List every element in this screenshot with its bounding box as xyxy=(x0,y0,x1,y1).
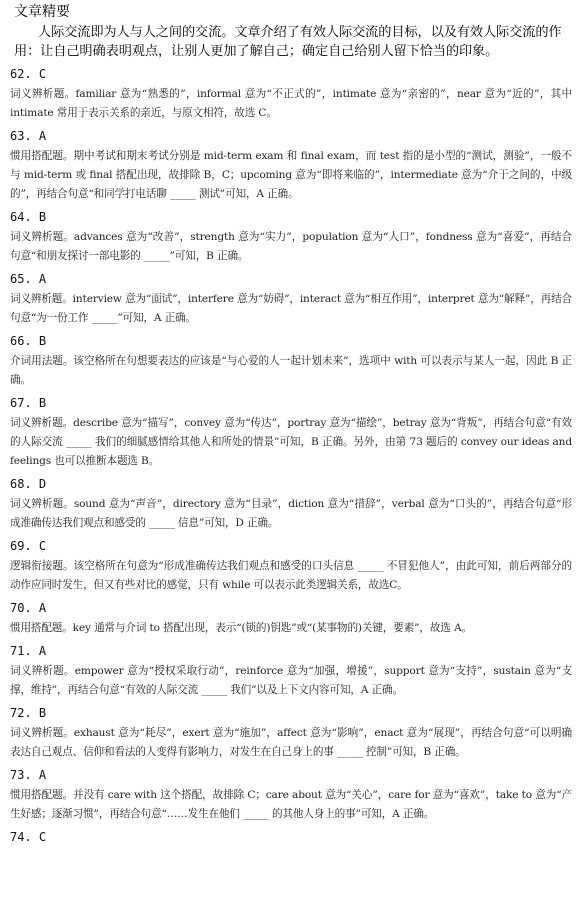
answer-item-74 xyxy=(10,829,572,845)
answer-item-65 xyxy=(10,271,572,328)
answer-item-66 xyxy=(10,333,572,390)
answer-explanation: 词义辨析题。interview 意为“面试”，interfere 意为“妨碍”，interact 意为“相互作用”，interpret 意为“解释”，再结合句意“为一份工作 _____”可知，A 正确。 xyxy=(10,293,572,324)
answer-explanation: 词义辨析题。sound 意为“声音”，directory 意为“目录”，diction 意为“措辞”，verbal 意为“口头的”，再结合句意“形成准确传达我们观点和感受的 _____ 信息”可知，D 正确。 xyxy=(10,498,572,529)
answer-number: 68. D xyxy=(10,477,47,491)
article-summary: 人际交流即为人与人之间的交流。文章介绍了有效人际交流的目标，以及有效人际交流的作用：让自己明确表明观点，让别人更加了解自己；确定自己给别人留下恰当的印象。 xyxy=(14,25,562,59)
answer-explanation: 介词用法题。该空格所在句想要表达的应该是“与心爱的人一起计划未来”，选项中 with 可以表示与某人一起，因此 B 正确。 xyxy=(10,355,572,386)
answer-number: 69. C xyxy=(10,539,47,553)
answer-explanation: 词义辨析题。exhaust 意为“耗尽”，exert 意为“施加”，affect 意为“影响”，enact 意为“展现”，再结合句意“可以明确表达自己观点、信仰和看法的人变得有影响力，对发生在自己身上的事 _____ 控制”可知，B 正确。 xyxy=(10,727,572,758)
answer-number: 72. B xyxy=(10,706,47,720)
answer-number: 62. C xyxy=(10,67,47,81)
answer-number: 66. B xyxy=(10,334,47,348)
answer-item-64 xyxy=(10,209,572,266)
answer-item-73 xyxy=(10,767,572,824)
answer-item-70 xyxy=(10,600,572,638)
answer-explanation: 惯用搭配题。key 通常与介词 to 搭配出现，表示“(锁的)钥匙”或“(某事物的)关键，要素”，故选 A。 xyxy=(10,622,472,634)
answer-item-67 xyxy=(10,395,572,471)
answer-item-68 xyxy=(10,476,572,533)
answer-number: 74. C xyxy=(10,830,47,844)
answer-item-63 xyxy=(10,128,572,204)
answer-explanation: 惯用搭配题。并没有 care with 这个搭配，故排除 C；care about 意为“关心”，care for 意为“喜欢”，take to 意为“产生好感；逐渐习惯”，再结合句意“……发生在他们 _____ 的其他人身上的事”可知，A 正确。 xyxy=(10,789,572,820)
answer-number: 64. B xyxy=(10,210,47,224)
answer-item-71 xyxy=(10,643,572,700)
answer-number: 70. A xyxy=(10,601,47,615)
answer-number: 73. A xyxy=(10,768,47,782)
answer-number: 63. A xyxy=(10,129,47,143)
answer-number: 67. B xyxy=(10,396,47,410)
answer-list xyxy=(10,66,572,845)
answer-item-69 xyxy=(10,538,572,595)
answer-item-72 xyxy=(10,705,572,762)
answer-explanation: 词义辨析题。advances 意为“改善”，strength 意为“实力”，population 意为“人口”，fondness 意为“喜爱”，再结合句意“和朋友探讨一部电影的 _____”可知，B 正确。 xyxy=(10,231,572,262)
answer-number: 71. A xyxy=(10,644,47,658)
answer-explanation: 词义辨析题。familiar 意为“熟悉的”，informal 意为“不正式的”，intimate 意为“亲密的”，near 意为“近的”，其中 intimate 常用于表示关系的亲近，与原文相符，故选 C。 xyxy=(10,88,572,119)
answer-explanation: 词义辨析题。describe 意为“描写”，convey 意为“传达”，portray 意为“描绘”，betray 意为“背叛”，再结合句意“有效的人际交流 _____ 我们的细腻感情给其他人和所处的情景”可知，B 正确。另外，由第 73 题后的 convey our ideas and feelings 也可以推断本题选 B。 xyxy=(10,417,572,467)
answer-explanation: 词义辨析题。empower 意为“授权采取行动”，reinforce 意为“加强，增援”，support 意为“支持”，sustain 意为“支撑，维持”，再结合句意“有效的人际交流 _____ 我们”以及上下文内容可知，A 正确。 xyxy=(10,665,572,696)
answer-explanation: 惯用搭配题。期中考试和期末考试分别是 mid-term exam 和 final exam，而 test 指的是小型的“测试，测验”，一般不与 mid-term 或 final 搭配出现，故排除 B，C；upcoming 意为“即将来临的”，intermediate 意为“介于之间的，中级的”，再结合句意“和同学打电话聊 _____ 测试”可知，A 正确。 xyxy=(10,150,572,200)
answer-item-62 xyxy=(10,66,572,123)
answer-number: 65. A xyxy=(10,272,47,286)
answer-explanation: 逻辑衔接题。该空格所在句意为“形成准确传达我们观点和感受的口头信息 _____ 不冒犯他人”，由此可知，前后两部分的动作应同时发生，但又有些对比的感觉，只有 while 可以表示此类逻辑关系，故选C。 xyxy=(10,560,572,591)
section-title: 文章精要 xyxy=(14,4,70,20)
